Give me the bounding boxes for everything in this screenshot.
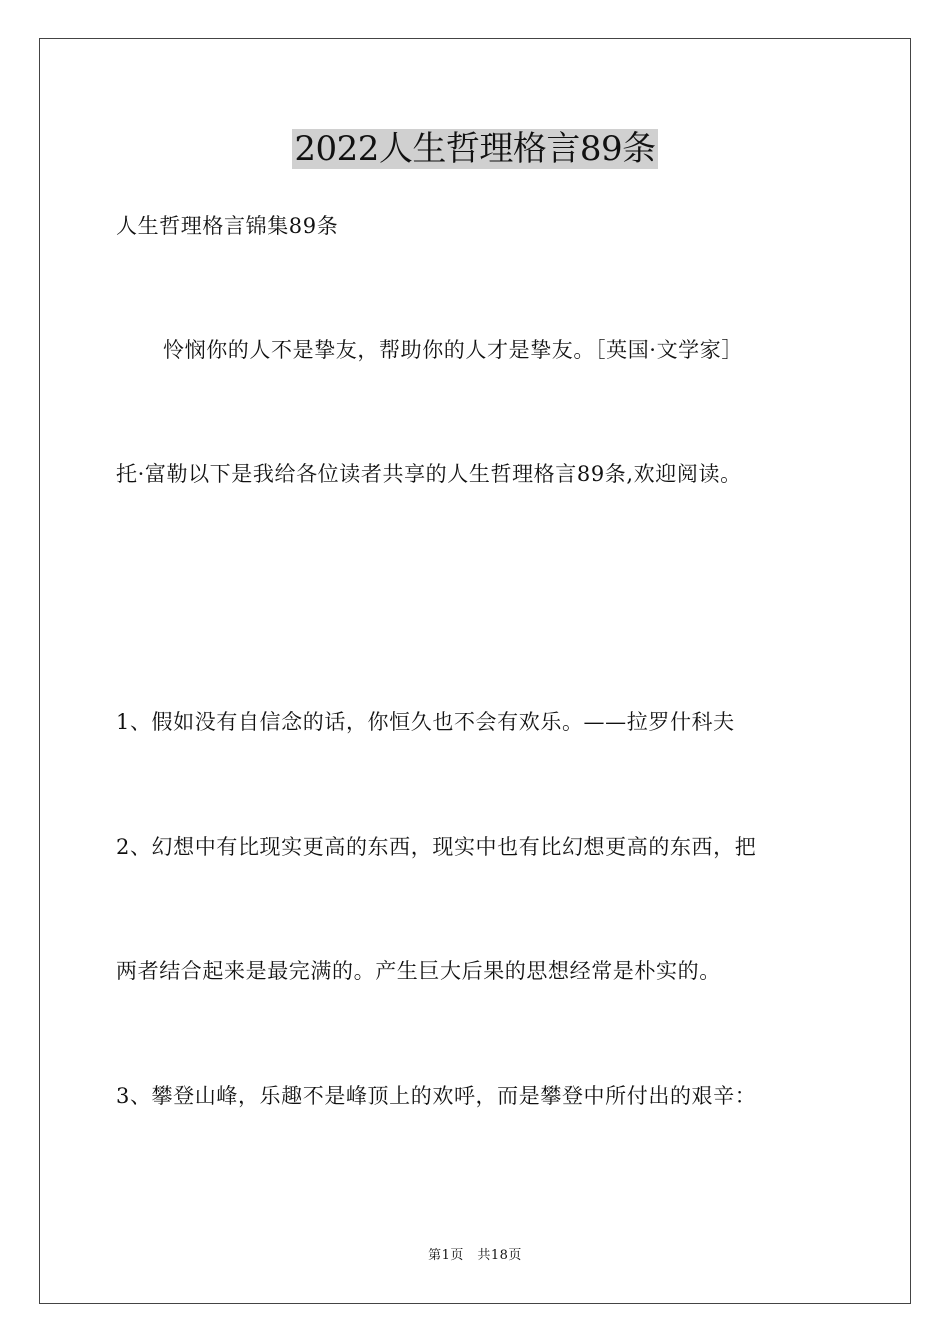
paragraph-line-1: 怜悯你的人不是挚友，帮助你的人才是挚友。［英国·文学家］ <box>163 338 743 362</box>
quote-line-4: 3、攀登山峰，乐趣不是峰顶上的欢呼，而是攀登中所付出的艰辛： <box>116 1084 757 1108</box>
quote-line-3: 两者结合起来是最完满的。产生巨大后果的思想经常是朴实的。 <box>116 959 721 983</box>
document-subtitle: 人生哲理格言锦集89条 <box>116 214 339 238</box>
quote-line-1: 1、假如没有自信念的话，你恒久也不会有欢乐。——拉罗什科夫 <box>116 710 735 734</box>
page-number-footer: 第1页 共18页 <box>428 1248 522 1263</box>
document-title <box>0 128 950 170</box>
quote-line-2: 2、幻想中有比现实更高的东西，现实中也有比幻想更高的东西，把 <box>116 835 757 859</box>
title-text: 2022人生哲理格言89条 <box>294 129 656 169</box>
paragraph-line-2: 托·富勒以下是我给各位读者共享的人生哲理格言89条,欢迎阅读。 <box>116 462 742 486</box>
